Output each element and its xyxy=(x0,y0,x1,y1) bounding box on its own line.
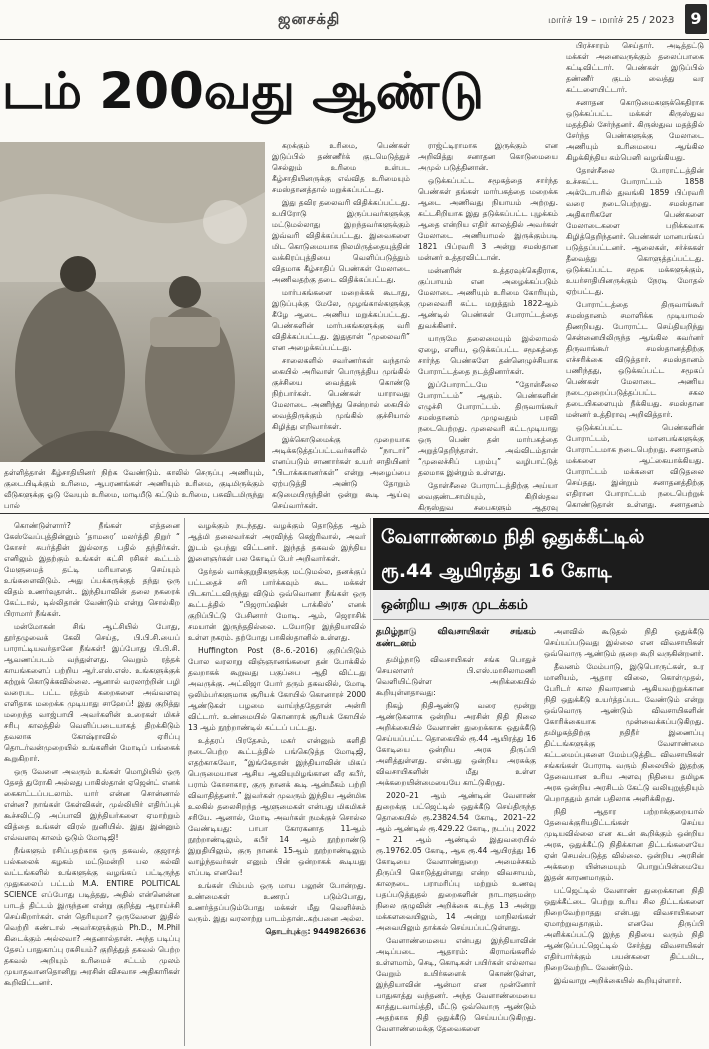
paragraph: நிதி ஆதார பற்றாக்குறையால் தேவைக்குரியதிட்டங்கள் செய்ய முடியவில்லை என கடன் கூறிக்கும் ஒன்றிய அரசு, ஒதுக்கீட்டு நிதிக்கான திட்டங்களையே ஏன் செயல்படுத்த வில்லை. ஒன்றிய அரசின் அக்கறை யின்மையும் பொறுப்பின்மையே இதன் காரணமாகும். xyxy=(544,807,704,882)
paragraph: யாருமே தலைமையும் இல்லாமல் ஏழை, எளிய, ஒடுக்கப்பட்ட சமூகத்தை சார்ந்த பெண்களே தன்னெழுச்சியாக போராட்டத்தை நடத்தினார்கள். xyxy=(418,334,558,376)
paragraph: கறக்கும் உரிமை, பெண்கள் இடுப்பில் தண்ணீர்க் குடமெடுத்துச் செல்லும் உரிமை உள்பட கீழ்சாதியினருக்கு எவ்வித உரிமையும் சமஸ்தானத்தால் மறுக்கப்பட்டது. xyxy=(272,141,410,194)
paragraph: நீங்களும் ரசிப்பதற்காக ஒரு தகவல், குஜராத் பல்கலைக் கழகம் மட்டுமன்றி பல கல்வி வட்டங்களில் உங்களுக்கு வழங்கப் பட்டிருந்த முதுகலைப் பட்டம் M.A. ENTIRE POLITICAL SCIENCE எப்போது படித்தது, அதில் என்னென்ன பாடத் திட்டம் இருந்தன என்று குறித்து ஆராய்ச்சி செய்கிறார்கள். என் தெரியுமா? ஒருவேளை இதில் வெற்றி கண்டால் அவர்களுக்கும் Ph.D., M.Phil கிடைக்கும் அல்லவா? அதனால்தான். அந்த படிப்பு தேசப் பாதுகாப்பு ரகசியம்? குறித்துத் தகவல் பெற்ற தகவல் அறியும் உரிமைச் சட்டம் முலம் முயாதவானதொனிநு அரசின் விசவாச அதிகாரிகள் கூறிவிட்டனர். xyxy=(4,846,180,987)
paragraph: வழக்கும் நடந்தது. வழக்கும் தொடுத்த ஆம் ஆத்மி தலைவர்கள் அரவிந்த் கெஜ்ரிவால், அவர் இடம் ஒபந்து விட்டனர். இந்தத் தகவல் இந்திய இளைஞர்கள் பல கோடிப் பேர் அறிவார்கள். xyxy=(188,521,366,563)
paragraph: மன்னரின் உத்தரவுக்கெதிராக, குப்பாயம் என அழைக்கப்படும் மேலாடை அணியும் உரிமை கோரியும், முலைவரி கட்ட மறுத்தும் 1822ஆம் ஆண்டில் பெண்கள் போராட்டத்தை துவக்கினர். xyxy=(418,266,558,330)
article-subhead-box xyxy=(373,590,709,620)
article-column-3 xyxy=(566,40,704,512)
photo-caption: தள்ளித்தான் கீழ்சாதியினர் நிற்க வேண்டும். காலில் செருப்பு அணியும், குடையிடிக்கும் உரிமை, ஆபரணங்கள் அணியும் உரிமை, குடிமிருக்கும் வீடுகளுக்கு ஓடு வேயும் உரிமை, மாடியீடு கட்டும் உரிமை, பசுவிடமிருந்து பால் xyxy=(4,468,264,510)
paragraph: வேளாண்மையை என்பது இந்தியாவின் அடிப்படை ஆதாரம்: கிராமங்களில் உள்ளமாம், செடி, கொடிகள் பயிர்கள் எல்லாவ வேறும் உயிர்களைக் கொண்டுள்ள, இந்தியாவின் ஆன்மா என முன்னோர் பாதுகாத்து வந்தனர். அந்த வேளாண்மையை காத்துடவாய்த்தி, மீட்டு ஒவ்வொரு ஆண்டும் அதற்காக நிதி ஒதுக்கீடு செய்யப்படுகிறது. வேளாண்மைக்கு தேவைகளை xyxy=(376,936,536,1033)
paragraph: சாலைகளில் சவர்ணர்கள் வந்தால் கையில் அரிவாள் பொருத்திய முங்கில் குச்சியை வைத்துக் கொண்டு நிற்பார்கள். பெண்கள் யாராவது மேலாடை அணிந்து சென்றால் கையில் வைத்திருக்கும் முங்கில் குச்சியால் கிழித்து எறிவார்கள். xyxy=(272,356,410,431)
paragraph: கொண்டுள்ளார்? நீங்கள் எத்தனை கேஸ்வேப்புத்தின்னும் ‘தாமரை’ மலர்த்தி திறுர் “ கோசர் சுபர்த்தின் இல்லாத பதில் தந்திர்கள். எனிலும் இதற்கும் உங்கள் கட்சி ரசிகர் கூட்டம் மேளுமைத் தட்டி மரியாதை செய்யும் உங்களைவிடும். அது ப்பக்கருக்குத் தந்து ஒரு விதம் உணர்வுதான்.. இந்தியாவின் தலை நகரைக் கேட்டால், டில்லிதான் வேண்டும் என்று சொல்கிற பிராமார் நீங்கள். xyxy=(4,521,180,618)
paragraph: 2020–21 ஆம் ஆண்டின் வேளாண் துறைக்கு பட்ஜெட்டில் ஒதுக்கீடு செய்திருந்த தொகையில் ரூ.23824.54 கோடி, 2021–22 ஆம் ஆண்டில் ரூ.429.22 கோடி, நடப்பு 2022 – 21 ஆம் ஆண்டில் இதுவரையில் ரூ.19762.05 கோடி, ஆக ரூ.44 ஆயிரத்து 16 கோடியை வேளாண்துறை அமைச்சகம் திருப்பி கொடுத்துள்ளது என்ற விவசாயம், காலநடை பராமரிப்பு மற்றும் உணவு பதப்படுத்துதல் துறைகளின் நாடாளுமன்ற நிலை குழுவின் அறிக்கை கடந்த 13 அன்று மக்களவையிலும், 14 அன்று மாநிலங்கள் அவையிலும் தாக்கல் செய்யப்பட்டுள்ளது. xyxy=(376,791,536,932)
article-column-1 xyxy=(272,140,410,512)
subheadline: தமிழ்நாடு விவசாயிகள் சங்கம் கண்டனம் xyxy=(376,627,536,649)
paragraph: Huffington Post (8-.6.-2016) குறிப்பிடும் போல வரலாறு விஞ்ஞானங்களை தன் போக்கில் தவறாகக் கூறுவது பகுப்பை ஆதி விட்டது அவருக்கு. அட்லிஜா போர் தரும் தகவலில், மோடி ஒலிம்பர்களுமாக சூரியக் கோயில் கொனாரச் 2000 ஆண்டுகள் பழமை வாய்ந்ததேதான் அன்ரி விட்டார். உண்மையில் கொனாரக் சூரியக் கோயில் 13 ஆம் நூற்றாண்டில் கட்டப் பட்டது. xyxy=(188,646,366,732)
illustration-image xyxy=(0,142,265,462)
paragraph: ராஜ்ட்டிராமாக இருக்கும் என அறிவித்து சனாதன கொடுமையை அமுல் படுத்தினான். xyxy=(418,141,558,172)
contact-line: தொடர்புக்கு: 9449826636 xyxy=(265,927,366,936)
section-divider xyxy=(0,513,709,514)
headline-line-2: ரூ.44 ஆயிரத்து 16 கோடி xyxy=(381,560,612,582)
page-number: 9 xyxy=(685,4,707,34)
headline-line-3: ஒன்றிய அரசு முடக்கம் xyxy=(381,597,528,613)
paragraph: பிரச்சாரம் செய்தார். அடித்தட்டு மக்கள் அனைவருக்கும் தலைப்பாகை கட்டிவிட்டார். பெண்கள் இடுப்பில் தண்ணீர் குடம் வைத்து வர கட்டளையிட்டார். xyxy=(566,41,704,94)
lower-left-column-1 xyxy=(4,520,180,1046)
headline-line-1: வேளாண்மை நிதி ஒதுக்கீட்டில் xyxy=(381,526,645,548)
paragraph: போராட்டத்தை திருவாங்கூர் சமஸ்தானம் சமாளிக்க முடியாமல் திணறியது. போராட்ட செய்தியறிந்து சென்னையிலிருந்த ஆங்கில கவர்னர் திருவாங்கூர் சமஸ்தானத்திற்கு எச்சரிக்கை விடுத்தார். சமஸ்தானம் பணிந்தது, ஒடுக்கப்பட்ட சமூகப் பெண்கள் மேலாடை அணிய நடைமுறைப்படுத்தப்பட்ட சகல தடையிகளையும் நீக்கியது. சமஸ்தான மன்னர் உத்திராவு அறிவித்தார். xyxy=(566,300,704,419)
paragraph: தமிழ்நாடு விவசாயிகள் சங்க பொதுச் செயலாளர் பி.எஸ்.மாசிலாமணி வெளியிட்டுள்ள அறிக்கையில் கூறியுள்ளதாவது: xyxy=(376,655,536,697)
right-article-column-1 xyxy=(376,626,536,1046)
issue-date: மார்ச் 19 – மார்ச் 25 / 2023 xyxy=(548,15,675,26)
article-headline-box xyxy=(373,518,709,590)
paragraph: இக்கொடுமைக்கு முறையாக அடிக்கடுத்தப்பட்டவர்களில் “நாடார்” எனப்படும் சாணார்கள் உயர் சாதியினர் “பிடாக்ககானர்கள்” என்று அழைப்பை ஏற்படுத்தி அண்டு தோறும் கடுமையிருந்தின் ஒன்று கூடி ஆய்வு செய்வார்கள். xyxy=(272,435,410,510)
paragraph: நிகழ் நிதிஆண்டு வரை மூன்று ஆண்டுகளாக ஒன்றிய அரசின் நிதி நிலை அறிக்கையில் வேளாண் துறைக்காக ஒதுக்கீடு செய்யப்பட்ட தொகையில் ரூ.44 ஆயிரத்து 16 கோடியை ஒன்றிய அரசு திருப்பி அளித்துள்ளது. என்பது ஒன்றிய அரசுக்கு விவசாயிகளின் மீது உள்ள அக்கறையின்மையையே காட்டுகிறது. xyxy=(376,701,536,787)
column-rule xyxy=(370,518,371,1046)
paragraph: மன்மோகன் சிங் ஆட்சியில் போது, தூர்தழுவைக் கேலி செய்த, பி.பி.சி.யைப் பாராட்டியவர்தானே நீங்கள்! இப்போது பி.பி.சி. ஆவணப்படம் வந்துள்ளது. வெறும் ரத்தக் காயங்களைப் பற்றிய ஆர்.எஸ்.எஸ். உங்களுக்குக் கற்றுக் கொடுக்கவில்லை. ஆனால் வரலாற்றின் பழி வரைபட பட்ட ரத்தம் கறைகளை அவ்வளவு எளிதாக மறைக்க முடியாது சாஹேப்! இது குறித்து மறைந்த வாஜ்பாயி அவர்களின் உரைகள் மிகச் சரிபு காலத்தில் வெளிப்படையாகத் திறக்கிடும் தவலாக கோஷ்ராவில் ஏரிப்பு தொடர்வன்முறையில் உங்களின் மோடிப் பங்கைக் கூறுகிறார். xyxy=(4,622,180,763)
lower-left-column-2 xyxy=(188,520,366,1046)
paragraph: தோள்சீலை போராட்டத்தின் உச்சகட்ட போராட்டம் 1858 அக்டோபரில் துவங்கி 1859 பிப்ரவரி வரை நடைபெற்றது. சமஸ்தான அதிகாரிகளே பெண்களை மேலாடைகளை பறிக்கவாக கிழித்தெறிந்தனர். பெண்கள் மானபங்கப் படுத்தப்பட்டனர். ஆலைகள், சர்ச்சுகள் தீவைத்து கொளுத்தப்பட்டது. ஒடுக்கப்பட்ட சமூக மக்களுக்கும், உயர்சாதியினருக்கும் நேரடி மோதல் ஏற்பட்டது. xyxy=(566,166,704,296)
paragraph: ஒடுக்கப்பட்ட சமூகத்தை சார்ந்த பெண்கள் தங்கள் மார்பகத்தை மறைக்க ஆடை அணிவது நியாயம் அற்றது. சுட்டசிறியாக இது தடுக்கப்பட்ட புழக்கம் ஆதை என்றிய எதிர் காலத்தில் அவர்கள் மேலாடை அணியாமல் இருக்கும்படி 1821 பிப்ரவரி 3 அன்று சமஸ்தான மன்னர் உத்தரவிட்டான். xyxy=(418,176,558,262)
newspaper-logo: ஜனசக்தி xyxy=(278,10,341,28)
paragraph: மார்பகங்களை மறைக்கக் கூடாது, இடுப்புக்கு மேலே, முழங்கால்களுக்கு கீழே ஆடை அணிய மறுக்கப்பட்டது. பெண்களின் மார்பகங்களுக்கு வரி விதிக்கப்பட்டது. இதுதான் “முலைவரி” என அழைக்கப்பட்டது. xyxy=(272,288,410,352)
historical-illustration xyxy=(0,142,265,462)
paragraph: ஒடுக்கப்பட்ட பெண்களின் போராட்டம், மானபங்களுக்கு போராட்டமாக நடைபெற்றது. சனாதனம் மக்களை ஆட்கையாக்கியது. போராட்டம் மக்களை விடுதலை செய்தது. இன்றும் சனாதனத்திற்கு எதிரான போராட்டம் நடைபெற்றுக் கொண்டுதான் உள்ளது. சனாதனம் xyxy=(566,423,704,509)
paragraph: இப்போராட்டமே “தோள்சீலை போராட்டம்” ஆகும். பெண்களின் எழுச்சி போராட்டம். திருவாங்கூர் சமஸ்தானம் முழுவதும் பரவி நடைபெற்றது. முலைவரி கட்டமுடியாது ஒரு பெண் தன் மார்பகத்தை அறுத்தெறிந்தாள். அவ்விடம்தான் “முலைச்சிப் பறம்பு” வழிபாட்டுத் தலமாக இன்றும் உள்ளது. xyxy=(418,380,558,477)
paragraph: தோள்சீலை போராட்டத்திற்கு அய்யா வைகுண்டசாமியும், கிறிஸ்தவ கிருஸ்துவ சபைகளும் ஆதரவு xyxy=(418,481,558,512)
paragraph: தேர்தல் வாக்குறுதிகளுக்கு மட்டுமல்ல, தனக்குப் பட்டதைச் சரி பார்க்கவும் கூட மக்கள் பிடகாட்டவிருந்து விடும் ஒவ்வொனா நீங்கள் ஒரு கூட்டத்தில் “பிஜராப்ஷின் டாக்கிஸ்’ எனக் குறிப்பிட்டு பேசினார் மோடி. ஆம், ஜெராசிக் சமயான் இருந்ததில்லை. டயோடுர இந்தியாவில் உள்ள நகரம். தற்போது பாகிஸ்தானில் உள்ளது. xyxy=(188,567,366,642)
paragraph: அளவில் கூடுதல் நிதி ஒதுக்கீடு செய்யப்படுவது இல்லை என விவசாயிகள் ஒவ்வொரு ஆண்டும் குறை கூறி வருகின்றனர். xyxy=(544,627,704,658)
paragraph: பட்ஜெட்டில் வேளாண் துறைக்கான நிதி ஒதுக்கீட்டை பெற்று உரிய சில திட்டங்களை நிறைவேற்றாதது என்பது விவசாயிகளை ஏமாற்றுவதாகும். எனவே திருப்பி அளிக்கப்பட்டு இந்த நிதியை வரும் நிதி ஆண்டுப்பட்ஜெட்டில் சேர்த்து விவசாயிகள் எதிர்பார்க்கும் பயன்களை திட்டமிட, நிறைவேற்றிட வேண்டும். xyxy=(544,886,704,972)
paragraph: உங்கள் பிம்பம் ஒரு மாய பலூன் போன்றது. உண்மைகள் உணரப் படும்போது, உணர்த்தப்படும்போது மக்கள் மீது வெளிச்சம் வரும். இது வரலாற்று பாடம்தான்..கற்பனை அல்ல. xyxy=(188,881,366,923)
masthead xyxy=(0,0,709,40)
paragraph: ஒரு வேளை அவரும் உங்கள் மொழியில் ஒரு தேசத் துரோகி அல்லது பாகிஸ்தான் ஏஜென்ட் எனக் கைகாட்டப்படலாம். யார் என்ன சொன்னால் என்ன? நாங்கள் கேள்விகள், முல்லியிர் எதிர்ப்புக் கூச்சலிட்டு அப்பாவி இந்தியர்களை ஏமாற்றும் வித்தை உங்கள் விரல் நுனியில். இது இன்னும் எவ்வளவு காலம் ஓடும் மோடிஜி! xyxy=(4,767,180,842)
paragraph: தீவனம் மேம்பாடு, இடுபொருட்கள், உர மானியம், ஆதார விலை, கொள்முதல், பேரிடர் கால நிவாரணம் ஆகியவற்றுக்கான நிதி ஒதுக்கீடு உயர்த்தப்பட வேண்டும் என்று ஒவ்வொரு ஆண்டும் விவசாயிகளின் கோரிக்கையாக முன்வைக்கப்படுகிறது. தமிழகத்திற்கு நதிநீர் இணைப்பு திட்டங்களுக்கு வேளாண்மை கட்டமைப்புகளை மேம்படுத்திட விவசாயிகள் சங்கங்கள் போராடி வரும் நிலையில் இதற்கு தேவையான உரிய அளவு நிதியை தமிழக அரசு ஒன்றிய அரசிடம் கேட்டு வலியுறுத்தியும் பெறாததும் தான் பதிலாக அளிக்கிறது. xyxy=(544,662,704,803)
paragraph: இவ்வாறு அறிக்கையில் கூறியுள்ளார். xyxy=(554,976,682,985)
paragraph: இது தவிர தலைவரி விதிக்கப்பட்டது. உயிரோடு இருப்பவர்களுக்கு மட்டுமல்லாது இறந்தவர்களுக்கும் இவ்வரி விதிக்கப்பட்டது. இவைகளை மிட கொடுமையாக நிலமிருத்தையுத்தின் வக்கிரப்புத்தியை வெளிப்படுத்தும் விதமாக கீழ்சாதிப் பெண்கள் மேலாடை அணிவதற்கு தடை விதிக்கப்பட்டது. xyxy=(272,198,410,284)
article-column-2 xyxy=(418,140,558,512)
right-article-column-2 xyxy=(544,626,704,1046)
paragraph: சனாதன கொடுமைகளுக்கெதிராக ஒடுக்கப்பட்ட மக்கள் கிருஸ்துவ மதத்தில் சேர்ந்தனர். கிருஸ்துவ மதத்தில் சேர்ந்த பெண்களுக்கு மேலாடை அணியும் உரிமையை ஆங்கில கிழக்கிந்திய கம்பெனி வழங்கியது. xyxy=(566,98,704,162)
headline: டம் 200வது ஆண்டு xyxy=(2,62,484,120)
paragraph: உத்தரப் பிரதேசம், மகர் என்னும் களிதி நடைபெற்ற கூட்டத்தில் பங்கெடுத்த மோடிஜி, எதற்காகவோ, “இங்கேதான் இந்தியாவின் மிகப் பெருமையான ஆசிய ஆவியுமிழங்கான வீர கபீர், பராம் கோசாகார, குரு நானக் கூடி ஆன்மீகம் பற்றி விவாதித்தனர்.” இவர்கள் முவரும் இந்திய ஆன்மிக உலகில் தலைசிறந்த ஆளுமைகள் என்பது மிகமிகச் சரியே. ஆனால், மோடி அவர்கள் நமக்குச் சொல்ல வேண்டியது: பாபா கோரகனாத 11ஆம் நூற்றாண்டிலும், கபீர் 14 ஆம் நூற்றாண்டு இறுதியிலும், குரு நானக் 15ஆம் நூற்றாண்டிலும் வாழ்ந்தவர்கள் எனும் பின் ஒன்றாகக் கூடியது எப்படி எனவே! xyxy=(188,736,366,877)
column-rule xyxy=(184,518,185,1046)
